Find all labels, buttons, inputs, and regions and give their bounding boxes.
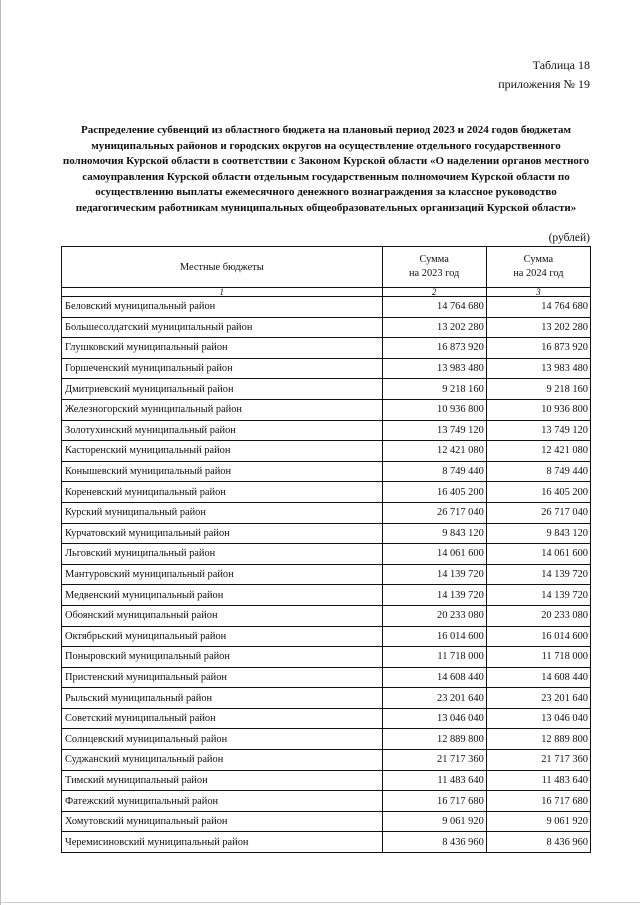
table-row	[62, 832, 591, 853]
table-number-label: Таблица 18	[532, 58, 590, 72]
budget-name-cell: Горшеченский муниципальный район	[62, 358, 383, 379]
table-row	[62, 379, 591, 400]
amount-2023-cell: 16 873 920	[382, 338, 486, 359]
amount-2023-cell: 8 749 440	[382, 461, 486, 482]
table-row	[62, 708, 591, 729]
column-header-2024-line1: Сумма	[523, 254, 554, 265]
table-row	[62, 461, 591, 482]
amount-2024-cell: 9 843 120	[486, 523, 590, 544]
budget-name-cell: Рыльский муниципальный район	[62, 688, 383, 709]
budget-name-cell: Хомутовский муниципальный район	[62, 811, 383, 832]
table-row	[62, 523, 591, 544]
units-label: (рублей)	[548, 232, 590, 244]
amount-2023-cell: 12 421 080	[382, 441, 486, 462]
amount-2023-cell: 26 717 040	[382, 502, 486, 523]
budget-name-cell: Курчатовский муниципальный район	[62, 523, 383, 544]
amount-2023-cell: 14 764 680	[382, 297, 486, 318]
budget-name-cell: Пристенский муниципальный район	[62, 667, 383, 688]
budget-name-cell: Глушковский муниципальный район	[62, 338, 383, 359]
amount-2024-cell: 16 873 920	[486, 338, 590, 359]
amount-2023-cell: 16 717 680	[382, 791, 486, 812]
column-header-2023	[382, 247, 486, 288]
amount-2023-cell: 13 046 040	[382, 708, 486, 729]
table-row	[62, 770, 591, 791]
amount-2023-cell: 23 201 640	[382, 688, 486, 709]
column-header-2024-line2: на 2024 год	[513, 268, 564, 279]
table-row	[62, 626, 591, 647]
budget-name-cell: Медвенский муниципальный район	[62, 585, 383, 606]
budget-name-cell: Черемисиновский муниципальный район	[62, 832, 383, 853]
amount-2024-cell: 11 718 000	[486, 647, 590, 668]
table-row	[62, 647, 591, 668]
column-number-3: 3	[486, 288, 590, 297]
table-row	[62, 688, 591, 709]
budget-name-cell: Суджанский муниципальный район	[62, 750, 383, 771]
amount-2023-cell: 14 061 600	[382, 544, 486, 565]
table-row	[62, 667, 591, 688]
column-number-2: 2	[382, 288, 486, 297]
amount-2023-cell: 16 405 200	[382, 482, 486, 503]
amount-2023-cell: 11 483 640	[382, 770, 486, 791]
amount-2023-cell: 11 718 000	[382, 647, 486, 668]
table-row	[62, 750, 591, 771]
budget-name-cell: Мантуровский муниципальный район	[62, 564, 383, 585]
appendix-label: приложения № 19	[498, 77, 590, 91]
amount-2024-cell: 14 061 600	[486, 544, 590, 565]
amount-2024-cell: 8 436 960	[486, 832, 590, 853]
budget-name-cell: Большесолдатский муниципальный район	[62, 317, 383, 338]
amount-2024-cell: 16 014 600	[486, 626, 590, 647]
amount-2024-cell: 9 218 160	[486, 379, 590, 400]
table-row	[62, 585, 591, 606]
amount-2023-cell: 13 983 480	[382, 358, 486, 379]
amount-2023-cell: 14 608 440	[382, 667, 486, 688]
amount-2023-cell: 20 233 080	[382, 605, 486, 626]
amount-2023-cell: 12 889 800	[382, 729, 486, 750]
table-row	[62, 544, 591, 565]
document-title: Распределение субвенций из областного бюджета на плановый период 2023 и 2024 годов бюджетам муниципальных районов и городских округов на осуществление отдельного государственного полномочия Курской области в соответствии с Законом Курской области «О наделении органов местного самоуправления Курской области отдельным государственным полномочием Курской области по осуществлению выплаты ежемесячного денежного вознаграждения за классное руководство педагогическим работникам муниципальных общеобразовательных организаций Курской области»	[62, 124, 590, 214]
budget-name-cell: Курский муниципальный район	[62, 502, 383, 523]
amount-2024-cell: 10 936 800	[486, 399, 590, 420]
amount-2024-cell: 14 764 680	[486, 297, 590, 318]
table-row	[62, 502, 591, 523]
column-header-2024	[486, 247, 590, 288]
amount-2023-cell: 9 061 920	[382, 811, 486, 832]
table-row	[62, 605, 591, 626]
table-row	[62, 564, 591, 585]
amount-2024-cell: 9 061 920	[486, 811, 590, 832]
amount-2024-cell: 14 608 440	[486, 667, 590, 688]
column-header-2023-line1: Сумма	[419, 254, 449, 265]
amount-2024-cell: 14 139 720	[486, 585, 590, 606]
table-row	[62, 297, 591, 318]
table-row	[62, 420, 591, 441]
scan-edge-left	[0, 0, 1, 905]
amount-2024-cell: 13 046 040	[486, 708, 590, 729]
table-row	[62, 482, 591, 503]
amount-2023-cell: 14 139 720	[382, 564, 486, 585]
amount-2024-cell: 13 983 480	[486, 358, 590, 379]
amount-2024-cell: 23 201 640	[486, 688, 590, 709]
budget-name-cell: Кореневский муниципальный район	[62, 482, 383, 503]
budget-name-cell: Октябрьский муниципальный район	[62, 626, 383, 647]
amount-2024-cell: 21 717 360	[486, 750, 590, 771]
amount-2024-cell: 14 139 720	[486, 564, 590, 585]
table-row	[62, 729, 591, 750]
table-row	[62, 791, 591, 812]
budget-name-cell: Золотухинский муниципальный район	[62, 420, 383, 441]
table-header-row	[62, 247, 591, 288]
amount-2023-cell: 13 202 280	[382, 317, 486, 338]
subsidy-table	[61, 246, 591, 853]
budget-name-cell: Касторенский муниципальный район	[62, 441, 383, 462]
column-header-2023-line2: на 2023 год	[408, 268, 460, 279]
amount-2024-cell: 12 889 800	[486, 729, 590, 750]
budget-name-cell: Конышевский муниципальный район	[62, 461, 383, 482]
column-header-budgets: Местные бюджеты	[62, 247, 383, 288]
budget-name-cell: Дмитриевский муниципальный район	[62, 379, 383, 400]
amount-2023-cell: 14 139 720	[382, 585, 486, 606]
budget-name-cell: Фатежский муниципальный район	[62, 791, 383, 812]
amount-2023-cell: 21 717 360	[382, 750, 486, 771]
document-header	[498, 56, 590, 94]
budget-name-cell: Советский муниципальный район	[62, 708, 383, 729]
amount-2023-cell: 16 014 600	[382, 626, 486, 647]
amount-2024-cell: 8 749 440	[486, 461, 590, 482]
amount-2023-cell: 9 843 120	[382, 523, 486, 544]
amount-2023-cell: 13 749 120	[382, 420, 486, 441]
amount-2023-cell: 8 436 960	[382, 832, 486, 853]
scan-edge-bottom	[0, 902, 640, 903]
amount-2024-cell: 12 421 080	[486, 441, 590, 462]
table-row	[62, 358, 591, 379]
table-row	[62, 811, 591, 832]
amount-2024-cell: 26 717 040	[486, 502, 590, 523]
amount-2024-cell: 11 483 640	[486, 770, 590, 791]
amount-2024-cell: 13 202 280	[486, 317, 590, 338]
amount-2024-cell: 16 405 200	[486, 482, 590, 503]
table-row	[62, 338, 591, 359]
amount-2023-cell: 9 218 160	[382, 379, 486, 400]
budget-name-cell: Обоянский муниципальный район	[62, 605, 383, 626]
amount-2024-cell: 13 749 120	[486, 420, 590, 441]
table-row	[62, 441, 591, 462]
budget-name-cell: Льговский муниципальный район	[62, 544, 383, 565]
column-number-row	[62, 288, 591, 297]
budget-name-cell: Солнцевский муниципальный район	[62, 729, 383, 750]
amount-2024-cell: 16 717 680	[486, 791, 590, 812]
table-row	[62, 317, 591, 338]
budget-name-cell: Беловский муниципальный район	[62, 297, 383, 318]
budget-name-cell: Тимский муниципальный район	[62, 770, 383, 791]
amount-2023-cell: 10 936 800	[382, 399, 486, 420]
amount-2024-cell: 20 233 080	[486, 605, 590, 626]
budget-name-cell: Железногорский муниципальный район	[62, 399, 383, 420]
column-number-1: 1	[62, 288, 383, 297]
table-row	[62, 399, 591, 420]
budget-name-cell: Поныровский муниципальный район	[62, 647, 383, 668]
